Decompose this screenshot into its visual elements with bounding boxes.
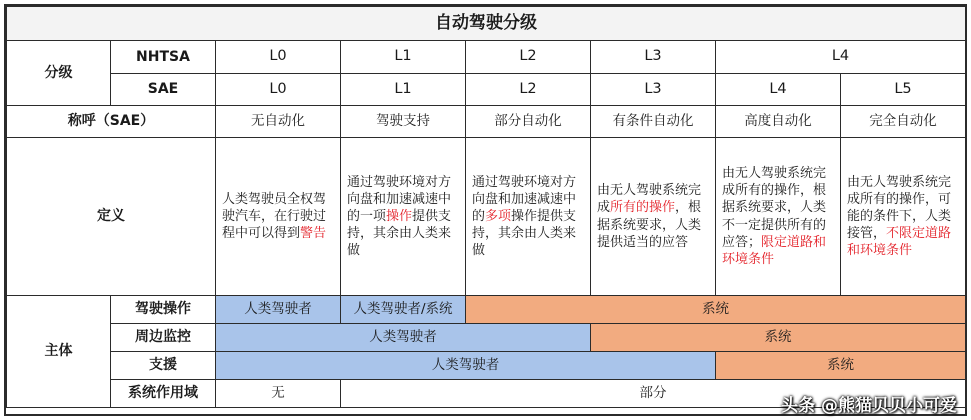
subject-cell: 系统 (466, 296, 966, 324)
subject-cell: 无 (216, 380, 341, 408)
definition-highlight: 警告 (300, 226, 327, 242)
subject-label: 驾驶操作 (111, 296, 216, 324)
table-title: 自动驾驶分级 (7, 7, 966, 41)
subject-cell: 系统 (591, 324, 966, 352)
subject-cell: 人类驾驶者/系统 (341, 296, 466, 324)
level-definition (841, 138, 966, 296)
grading-header: 分级 (7, 41, 111, 106)
definition-text: 提供支持，其余由人类来做 (347, 208, 452, 259)
definition-highlight: 操作 (386, 208, 413, 224)
definition-text: 由无人驾驶系统完成所有的操作，根据系统要求，人类不一定提供所有的应答； (722, 166, 827, 250)
sae-level: L0 (216, 74, 341, 106)
subject-label: 周边监控 (111, 324, 216, 352)
level-name: 有条件自动化 (591, 106, 716, 138)
sae-header: SAE (111, 74, 216, 106)
sae-level: L3 (591, 74, 716, 106)
sae-level: L5 (841, 74, 966, 106)
definition-text: 通过驾驶环境对方向盘和加速减速中的一项 (347, 174, 452, 224)
definition-highlight: 不限定道路和环境条件 (847, 226, 952, 259)
autonomous-driving-levels-table (4, 4, 967, 416)
naming-header: 称呼（SAE） (7, 106, 216, 138)
nhtsa-level: L0 (216, 41, 341, 74)
sae-level: L2 (466, 74, 591, 106)
nhtsa-header: NHTSA (111, 41, 216, 74)
definition-highlight: 限定道路和环境条件 (722, 234, 827, 267)
level-definition (591, 138, 716, 296)
subject-cell: 部分 (341, 380, 966, 408)
subject-row-monitoring (7, 324, 966, 352)
subject-label: 系统作用域 (111, 380, 216, 408)
level-definition (716, 138, 841, 296)
subject-cell: 人类驾驶者 (216, 296, 341, 324)
definition-highlight: 所有的操作 (610, 200, 676, 216)
definition-highlight: 多项 (485, 208, 512, 224)
level-name: 无自动化 (216, 106, 341, 138)
levels-table (6, 6, 966, 408)
definition-text: 人类驾驶员全权驾驶汽车，在行驶过程中可以得到 (222, 191, 327, 242)
watermark: 头条 @熊猫贝贝小可爱 (781, 396, 957, 416)
definition-text: 操作提供支持，其余由人类来做 (472, 208, 577, 259)
subject-row-fallback (7, 352, 966, 380)
nhtsa-level: L2 (466, 41, 591, 74)
sae-level: L4 (716, 74, 841, 106)
level-name: 完全自动化 (841, 106, 966, 138)
nhtsa-level: L4 (716, 41, 966, 74)
nhtsa-level: L1 (341, 41, 466, 74)
subject-cell: 人类驾驶者 (216, 324, 591, 352)
level-name: 部分自动化 (466, 106, 591, 138)
sae-level: L1 (341, 74, 466, 106)
definition-text: 由无人驾驶系统完成所有的操作，可能的条件下，人类接管， (847, 174, 952, 242)
subject-row-driving (7, 296, 966, 324)
nhtsa-row (7, 41, 966, 74)
level-name: 驾驶支持 (341, 106, 466, 138)
sae-row (7, 74, 966, 106)
subject-cell: 人类驾驶者 (216, 352, 716, 380)
definition-text: 通过驾驶环境对方向盘和加速减速中的 (472, 174, 577, 224)
naming-row (7, 106, 966, 138)
nhtsa-level: L3 (591, 41, 716, 74)
subject-label: 支援 (111, 352, 216, 380)
definition-row (7, 138, 966, 296)
definition-header: 定义 (7, 138, 216, 296)
subject-header: 主体 (7, 296, 111, 408)
level-definition (466, 138, 591, 296)
definition-text: ，根据系统要求，人类提供适当的应答 (597, 200, 702, 250)
level-definition (341, 138, 466, 296)
subject-cell: 系统 (716, 352, 966, 380)
definition-text: 由无人驾驶系统完成 (597, 183, 702, 216)
level-name: 高度自动化 (716, 106, 841, 138)
level-definition (216, 138, 341, 296)
